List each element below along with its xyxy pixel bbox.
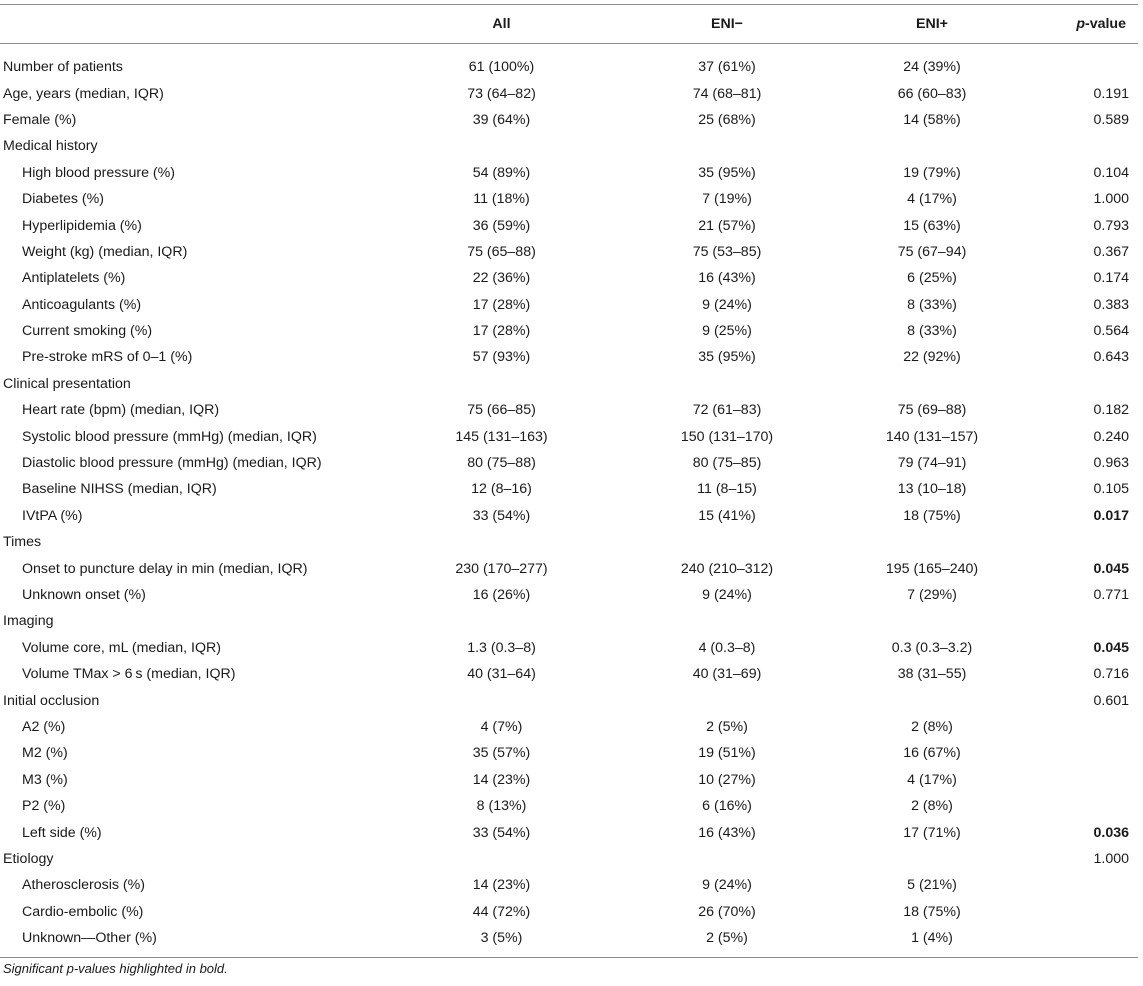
- row-label: Systolic blood pressure (mmHg) (median, IQR): [22, 428, 317, 445]
- header-all: All: [380, 5, 623, 44]
- cell-eni-negative: 75 (53–85): [692, 243, 762, 260]
- cell-eni-negative: 6 (16%): [702, 798, 752, 815]
- table-row: [0, 925, 1138, 958]
- cell-p-value: [1033, 529, 1138, 555]
- cell-all: 75 (66–85): [467, 402, 536, 419]
- row-label: Volume TMax > 6 s (median, IQR): [22, 666, 236, 683]
- row-label: Anticoagulants (%): [22, 296, 142, 313]
- cell-eni-positive: 2 (8%): [911, 798, 953, 815]
- cell-all: [380, 133, 623, 159]
- cell-all: 3 (5%): [380, 925, 623, 958]
- cell-eni-negative: 40 (31–69): [692, 666, 762, 683]
- row-label: Times: [3, 534, 42, 551]
- table-row: [0, 239, 1138, 265]
- cell-p-value: [1033, 767, 1138, 793]
- cell-eni-positive: 0.3 (0.3–3.2): [891, 639, 973, 656]
- cell-all: 54 (89%): [472, 164, 531, 181]
- row-label: M2 (%): [22, 745, 68, 762]
- cell-p-value: 0.716: [1093, 666, 1129, 683]
- cell-p-value: 0.017: [1093, 507, 1129, 524]
- table-row: [0, 450, 1138, 476]
- cell-eni-negative: 21 (57%): [698, 217, 756, 234]
- cell-eni-positive: 14 (58%): [903, 111, 961, 128]
- cell-all: 14 (23%): [472, 771, 531, 788]
- cell-eni-negative: 35 (95%): [698, 164, 756, 181]
- table-row: [0, 371, 1138, 397]
- table-row: [0, 160, 1138, 186]
- cell-eni-negative: 150 (131–170): [680, 428, 774, 445]
- cell-p-value: 0.383: [1093, 296, 1129, 313]
- cell-eni-positive: 8 (33%): [907, 296, 957, 313]
- cell-p-value: [1033, 714, 1138, 740]
- header-label: [0, 5, 380, 44]
- cell-eni-negative: 25 (68%): [698, 111, 756, 128]
- cell-p-value: [1033, 133, 1138, 159]
- table-row: [0, 186, 1138, 212]
- table-row: [0, 846, 1138, 872]
- cell-eni-negative: 9 (24%): [702, 296, 752, 313]
- cell-eni-positive: 75 (67–94): [897, 243, 967, 260]
- row-label: Diastolic blood pressure (mmHg) (median, IQR): [22, 455, 322, 472]
- cell-all: [380, 529, 623, 555]
- table-row: [0, 661, 1138, 687]
- cell-eni-positive: 15 (63%): [903, 217, 961, 234]
- cell-all: 14 (23%): [472, 877, 531, 894]
- header-row: [0, 5, 1138, 44]
- cell-p-value: 0.191: [1093, 85, 1129, 102]
- cell-eni-negative: [623, 608, 831, 634]
- table-row: [0, 582, 1138, 608]
- cell-p-value: 1.000: [1093, 850, 1129, 867]
- cell-p-value: [1033, 899, 1138, 925]
- cell-eni-negative: 9 (24%): [702, 587, 752, 603]
- cell-eni-negative: 240 (210–312): [680, 560, 774, 577]
- cell-eni-positive: 38 (31–55): [897, 666, 967, 683]
- cell-all: 73 (64–82): [467, 85, 536, 102]
- table-row: [0, 872, 1138, 898]
- cell-all: 17 (28%): [472, 323, 531, 340]
- cell-eni-negative: 19 (51%): [698, 745, 756, 762]
- cell-eni-negative: 9 (24%): [702, 877, 752, 894]
- row-label: P2 (%): [22, 798, 66, 815]
- cell-all: 39 (64%): [472, 111, 531, 128]
- cell-eni-negative: 2 (5%): [706, 718, 748, 735]
- table-row: [0, 44, 1138, 81]
- table-row: [0, 265, 1138, 291]
- table-row: [0, 212, 1138, 238]
- row-label: Imaging: [3, 613, 54, 630]
- cell-eni-positive: 19 (79%): [903, 164, 961, 181]
- table-row: [0, 397, 1138, 423]
- cell-all: [380, 687, 623, 713]
- cell-eni-positive: [831, 371, 1033, 397]
- cell-all: 35 (57%): [472, 745, 531, 762]
- table-row: [0, 714, 1138, 740]
- cell-eni-positive: [831, 687, 1033, 713]
- cell-p-value: 0.589: [1093, 111, 1129, 128]
- row-label: Current smoking (%): [22, 323, 153, 340]
- cell-all: 33 (54%): [472, 507, 531, 524]
- row-label: Age, years (median, IQR): [3, 85, 164, 102]
- cell-eni-positive: 4 (17%): [907, 191, 957, 208]
- cell-all: 16 (26%): [472, 587, 531, 603]
- cell-all: 36 (59%): [472, 217, 531, 234]
- row-label: Volume core, mL (median, IQR): [22, 639, 221, 656]
- cell-all: [380, 846, 623, 872]
- cell-p-value: [1033, 608, 1138, 634]
- cell-p-value: 0.182: [1093, 402, 1129, 419]
- table-row: [0, 107, 1138, 133]
- cell-all: 11 (18%): [473, 191, 530, 208]
- cell-eni-negative: 10 (27%): [698, 771, 756, 788]
- row-label: Unknown onset (%): [22, 587, 146, 603]
- cell-p-value: 0.174: [1093, 270, 1129, 287]
- cell-p-value: 1.000: [1093, 191, 1129, 208]
- row-label: Female (%): [3, 111, 77, 128]
- cell-eni-positive: 195 (165–240): [885, 560, 979, 577]
- cell-eni-positive: 6 (25%): [907, 270, 957, 287]
- cell-all: 1.3 (0.3–8): [467, 639, 536, 656]
- cell-p-value: [1033, 371, 1138, 397]
- table-row: [0, 292, 1138, 318]
- row-label: Medical history: [3, 138, 98, 155]
- cell-all: 230 (170–277): [455, 560, 548, 577]
- cell-eni-negative: 16 (43%): [698, 824, 756, 841]
- patient-characteristics-table: [0, 4, 1138, 958]
- cell-eni-positive: 24 (39%): [903, 59, 961, 76]
- cell-p-value: [1033, 740, 1138, 766]
- cell-all: 4 (7%): [480, 718, 523, 735]
- cell-p-value: 0.793: [1093, 217, 1129, 234]
- table-row: [0, 529, 1138, 555]
- table-row: [0, 503, 1138, 529]
- row-label: M3 (%): [22, 771, 68, 788]
- cell-eni-positive: 18 (75%): [903, 507, 961, 524]
- table-row: [0, 133, 1138, 159]
- cell-eni-positive: 1 (4%): [831, 925, 1033, 958]
- cell-eni-positive: 79 (74–91): [897, 455, 967, 472]
- cell-p-value: [1033, 872, 1138, 898]
- cell-p-value: 0.240: [1093, 428, 1129, 445]
- cell-p-value: 0.367: [1093, 243, 1129, 260]
- cell-eni-negative: 35 (95%): [698, 349, 756, 366]
- row-label: Antiplatelets (%): [22, 270, 126, 287]
- table-row: [0, 476, 1138, 502]
- cell-p-value: 0.601: [1093, 692, 1129, 709]
- table-footnote: Significant p-values highlighted in bold.: [3, 961, 228, 976]
- cell-eni-positive: 16 (67%): [903, 745, 961, 762]
- cell-all: 17 (28%): [472, 296, 531, 313]
- cell-eni-positive: 66 (60–83): [897, 85, 967, 102]
- table-row: [0, 318, 1138, 344]
- cell-eni-positive: [831, 529, 1033, 555]
- row-label: IVtPA (%): [22, 507, 83, 524]
- cell-eni-negative: 74 (68–81): [692, 85, 762, 102]
- cell-eni-positive: 2 (8%): [911, 718, 953, 735]
- cell-all: 33 (54%): [472, 824, 531, 841]
- table-row: [0, 740, 1138, 766]
- cell-eni-positive: 5 (21%): [907, 877, 957, 894]
- cell-p-value: 0.105: [1093, 481, 1129, 498]
- header-p-italic: p: [1076, 16, 1085, 32]
- cell-p-value: 0.643: [1093, 349, 1129, 366]
- cell-p-value: 0.104: [1093, 164, 1129, 181]
- cell-eni-positive: 75 (69–88): [897, 402, 967, 419]
- row-label: Cardio-embolic (%): [22, 903, 144, 920]
- row-label: Clinical presentation: [3, 375, 131, 392]
- cell-all: [380, 371, 623, 397]
- cell-eni-negative: 72 (61–83): [692, 402, 762, 419]
- cell-all: [380, 608, 623, 634]
- cell-p-value: 0.564: [1093, 323, 1129, 340]
- cell-p-value: 0.045: [1093, 639, 1129, 656]
- header-eni-negative: ENI−: [623, 5, 831, 44]
- cell-eni-positive: [831, 608, 1033, 634]
- cell-eni-negative: 9 (25%): [702, 323, 752, 340]
- cell-all: 61 (100%): [468, 59, 535, 76]
- cell-eni-positive: [831, 133, 1033, 159]
- row-label: Weight (kg) (median, IQR): [22, 243, 188, 260]
- cell-all: 145 (131–163): [455, 428, 548, 445]
- cell-all: 75 (65–88): [467, 243, 536, 260]
- row-label: Diabetes (%): [22, 191, 105, 208]
- cell-all: 80 (75–88): [467, 455, 536, 472]
- row-label: Etiology: [3, 850, 54, 867]
- row-label: Pre-stroke mRS of 0–1 (%): [22, 349, 193, 366]
- table-row: [0, 687, 1138, 713]
- row-label: Unknown—Other (%): [0, 925, 380, 958]
- table-header: [0, 5, 1138, 44]
- table-row: [0, 80, 1138, 106]
- row-label: Heart rate (bpm) (median, IQR): [22, 402, 220, 419]
- cell-eni-negative: [623, 687, 831, 713]
- cell-eni-positive: 17 (71%): [903, 824, 961, 841]
- table-row: [0, 767, 1138, 793]
- cell-eni-positive: 7 (29%): [907, 587, 957, 603]
- cell-p-value: [1033, 793, 1138, 819]
- row-label: Atherosclerosis (%): [22, 877, 145, 894]
- cell-eni-positive: 22 (92%): [903, 349, 961, 366]
- table-body: [0, 44, 1138, 958]
- cell-eni-positive: 8 (33%): [907, 323, 957, 340]
- cell-p-value: 0.045: [1093, 560, 1129, 577]
- cell-eni-negative: 80 (75–85): [692, 455, 762, 472]
- table-row: [0, 899, 1138, 925]
- cell-eni-negative: [623, 133, 831, 159]
- cell-p-value: 0.963: [1093, 455, 1129, 472]
- cell-all: 12 (8–16): [471, 481, 532, 498]
- table-row: [0, 819, 1138, 845]
- row-label: Hyperlipidemia (%): [22, 217, 142, 234]
- cell-eni-positive: [831, 846, 1033, 872]
- header-p-rest: -value: [1084, 16, 1126, 32]
- table-row: [0, 423, 1138, 449]
- cell-p-value: [1033, 44, 1138, 81]
- cell-all: 40 (31–64): [467, 666, 536, 683]
- cell-all: 57 (93%): [472, 349, 531, 366]
- cell-eni-negative: [623, 529, 831, 555]
- cell-eni-negative: 4 (0.3–8): [698, 639, 756, 656]
- cell-all: 22 (36%): [472, 270, 531, 287]
- cell-eni-positive: 18 (75%): [903, 903, 961, 920]
- table-row: [0, 635, 1138, 661]
- cell-eni-negative: 16 (43%): [698, 270, 756, 287]
- header-p-value: [1033, 5, 1138, 44]
- cell-all: 44 (72%): [472, 903, 531, 920]
- row-label: Onset to puncture delay in min (median, IQR): [22, 560, 308, 577]
- cell-eni-negative: 37 (61%): [698, 59, 756, 76]
- cell-eni-negative: 7 (19%): [702, 191, 752, 208]
- row-label: High blood pressure (%): [22, 164, 175, 181]
- table-row: [0, 344, 1138, 370]
- cell-eni-positive: 140 (131–157): [885, 428, 979, 445]
- table-row: [0, 793, 1138, 819]
- row-label: Initial occlusion: [3, 692, 100, 709]
- table-row: [0, 608, 1138, 634]
- cell-eni-negative: 11 (8–15): [697, 481, 757, 498]
- cell-eni-negative: [623, 371, 831, 397]
- cell-eni-negative: 2 (5%): [623, 925, 831, 958]
- cell-eni-negative: [623, 846, 831, 872]
- cell-eni-positive: 4 (17%): [907, 771, 957, 788]
- cell-eni-positive: 13 (10–18): [897, 481, 967, 498]
- cell-all: 8 (13%): [476, 798, 527, 815]
- row-label: Baseline NIHSS (median, IQR): [22, 481, 217, 498]
- header-eni-positive: ENI+: [831, 5, 1033, 44]
- row-label: A2 (%): [22, 718, 66, 735]
- cell-p-value: 0.771: [1093, 587, 1129, 603]
- table-row: [0, 555, 1138, 581]
- cell-eni-negative: 26 (70%): [698, 903, 756, 920]
- cell-p-value: 0.036: [1093, 824, 1129, 841]
- cell-eni-negative: 15 (41%): [698, 507, 756, 524]
- cell-p-value: [1033, 925, 1138, 958]
- row-label: Number of patients: [3, 59, 123, 76]
- row-label: Left side (%): [22, 824, 102, 841]
